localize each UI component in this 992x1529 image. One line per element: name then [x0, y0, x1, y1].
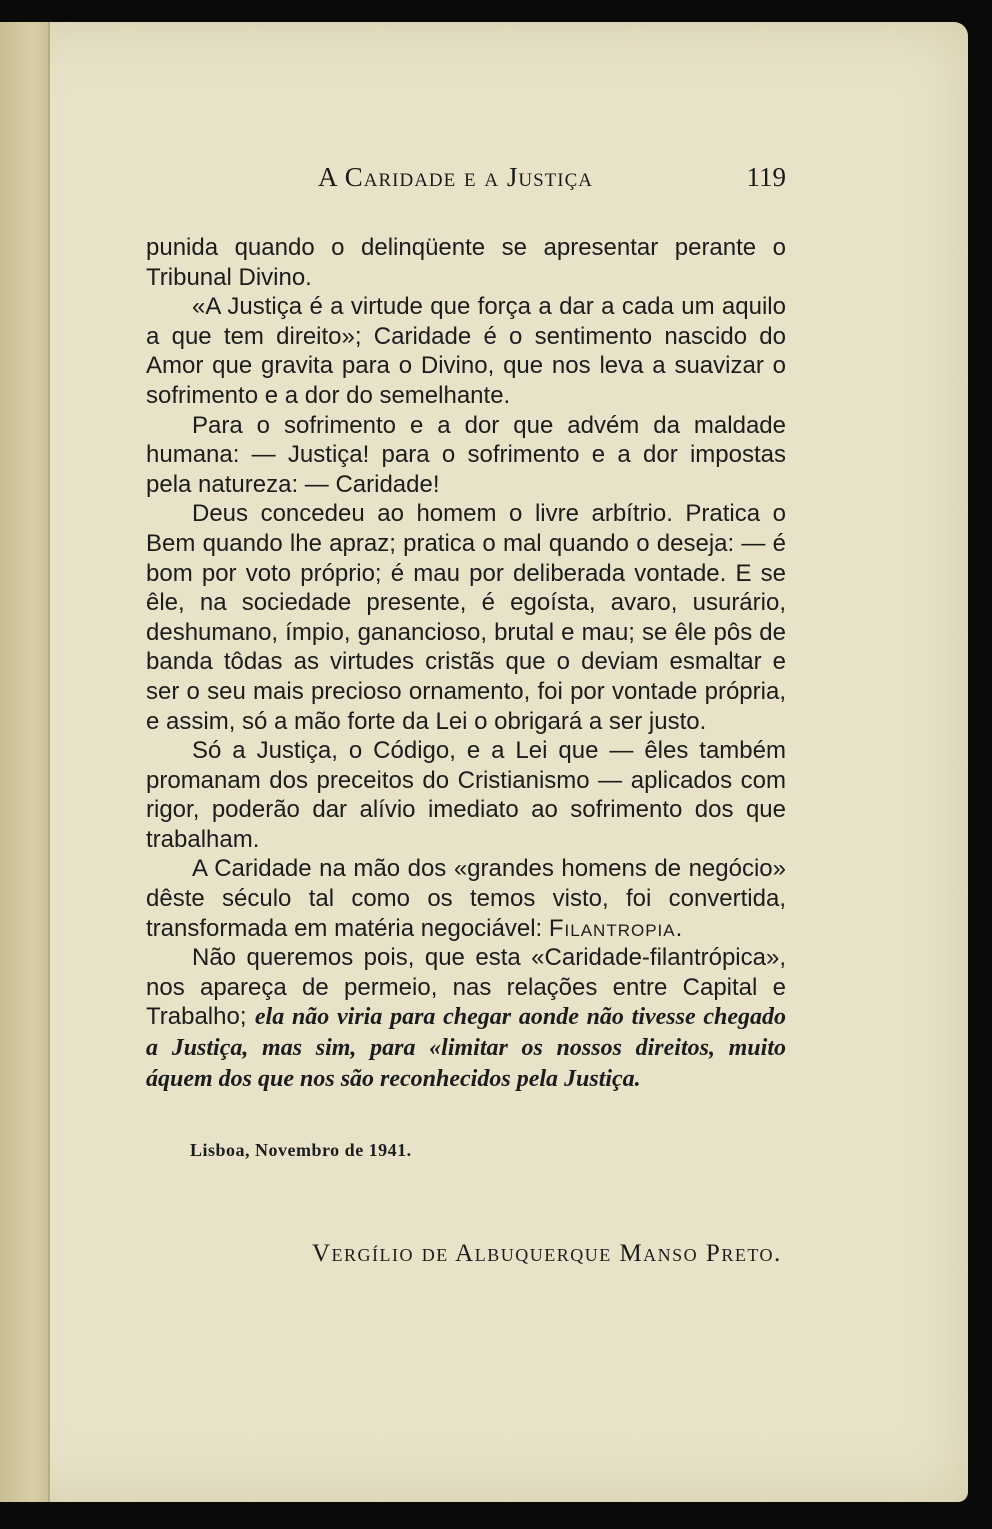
paragraph-5: Só a Justiça, o Código, e a Lei que — êles também promanam dos preceitos do Cristianismo — aplicados com rigor, poderão dar alívio imediato ao sofrimento dos que trabalham. [146, 737, 786, 853]
binding-edge [0, 22, 50, 1502]
paragraph-3: Para o sofrimento e a dor que advém da maldade humana: — Justiça! para o sofrimento e a dor impostas pela natureza: — Caridade! [146, 411, 786, 498]
running-head: A Caridade e a Justiça [318, 162, 593, 192]
paragraph-6-text: A Caridade na mão dos «grandes homens de negócio» dêste século tal como os temos visto, foi convertida, transformada em matéria negociável: [146, 855, 786, 942]
paragraph-6 [146, 854, 786, 943]
body-text [146, 233, 786, 1094]
paragraph-6-smallcaps: Filantropia. [548, 914, 684, 942]
paragraph-7 [146, 943, 786, 1094]
signature: Vergílio de Albuquerque Manso Preto. [312, 1240, 782, 1267]
dateline: Lisboa, Novembro de 1941. [190, 1140, 412, 1160]
page-number: 119 [746, 162, 786, 192]
paragraph-1: punida quando o delinqüente se apresentar perante o Tribunal Divino. [146, 234, 786, 291]
page-header [146, 162, 786, 196]
paragraph-7-italic: ela não viria para chegar aonde não tivesse chegado a Justiça, mas sim, para «limitar os nossos direitos, muito áquem dos que nos são reconhecidos pela Justiça. [146, 1004, 786, 1092]
paragraph-4: Deus concedeu ao homem o livre arbítrio. Pratica o Bem quando lhe apraz; pratica o mal quando o deseja: — é bom por voto próprio; é mau por deliberada vontade. E se êle, na sociedade presente, é egoísta, avaro, usurário, deshumano, ímpio, ganancioso, brutal e mau; se êle pôs de banda tôdas as virtudes cristãs que o deviam esmaltar e ser o seu mais precioso ornamento, foi por vontade própria, e assim, só a mão forte da Lei o obrigará a ser justo. [146, 500, 786, 735]
paragraph-7-text: Não queremos pois, que esta «Caridade-filantrópica», nos apareça de permeio, nas relações entre Capital e Trabalho; [146, 944, 786, 1031]
paragraph-2: «A Justiça é a virtude que força a dar a cada um aquilo a que tem direito»; Caridade é o sentimento nascido do Amor que gravita para o Divino, que nos leva a suavizar o sofrimento e a dor do semelhante. [146, 293, 786, 409]
